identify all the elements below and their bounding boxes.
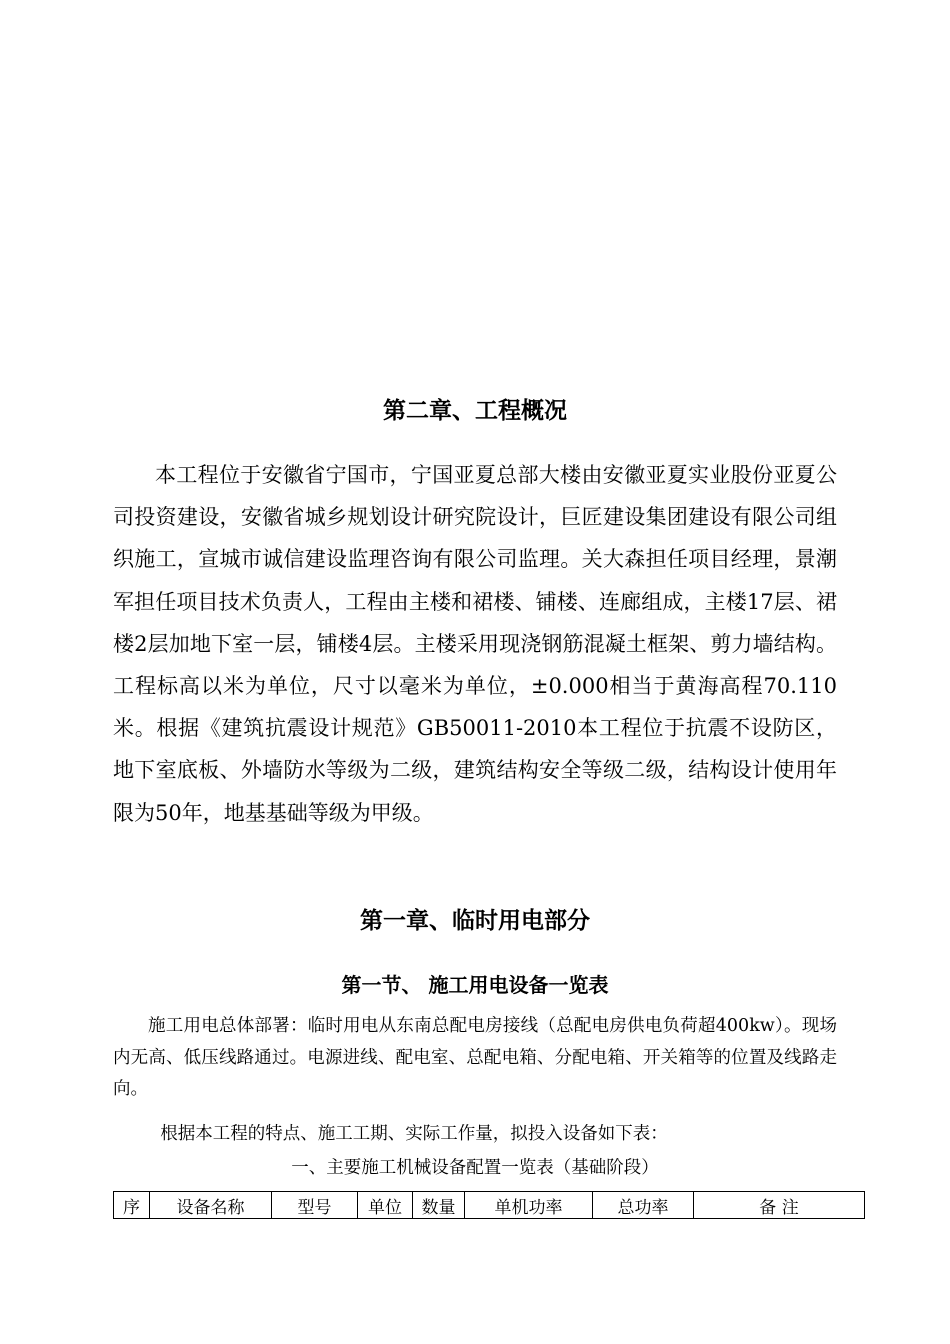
chapter-2-heading: 第二章、工程概况 <box>383 398 567 424</box>
col-header-model: 型号 <box>272 1192 358 1219</box>
project-overview-paragraph: 本工程位于安徽省宁国市，宁国亚夏总部大楼由安徽亚夏实业股份亚夏公司投资建设，安徽省城乡规划设计研究院设计，巨匠建设集团建设有限公司组织施工，宣城市诚信建设监理咨询有限公司监理。关大森担任项目经理，景潮军担任项目技术负责人，工程由主楼和裙楼、铺楼、连廊组成，主楼17层、裙楼2层加地下室一层，铺楼4层。主楼采用现浇钢筋混凝土框架、剪力墙结构。工程标高以米为单位，尺寸以毫米为单位，±0.000相当于黄海高程70.110米。根据《建筑抗震设计规范》GB50011-2010本工程位于抗震不设防区，地下室底板、外墙防水等级为二级，建筑结构安全等级二级，结构设计使用年限为50年，地基基础等级为甲级。 <box>113 463 837 825</box>
col-header-index: 序 <box>114 1192 150 1219</box>
col-header-total-power: 总功率 <box>593 1192 694 1219</box>
section-1-heading: 第一节、 施工用电设备一览表 <box>341 973 609 997</box>
equipment-intro-line: 根据本工程的特点、施工工期、实际工作量，拟投入设备如下表： <box>160 1124 668 1144</box>
col-header-unit-power: 单机功率 <box>465 1192 593 1219</box>
table-caption: 一、主要施工机械设备配置一览表（基础阶段） <box>291 1158 659 1178</box>
power-deployment-paragraph: 施工用电总体部署：临时用电从东南总配电房接线（总配电房供电负荷超400kw）。现场内无高、低压线路通过。电源进线、配电室、总配电箱、分配电箱、开关箱等的位置及线路走向。 <box>113 1016 837 1099</box>
col-header-unit: 单位 <box>358 1192 413 1219</box>
equipment-table <box>113 1191 865 1219</box>
chapter-1-heading: 第一章、临时用电部分 <box>360 908 590 934</box>
col-header-equipment-name: 设备名称 <box>150 1192 272 1219</box>
col-header-quantity: 数量 <box>413 1192 465 1219</box>
table-header-row <box>114 1192 865 1219</box>
col-header-remarks: 备 注 <box>694 1192 865 1219</box>
